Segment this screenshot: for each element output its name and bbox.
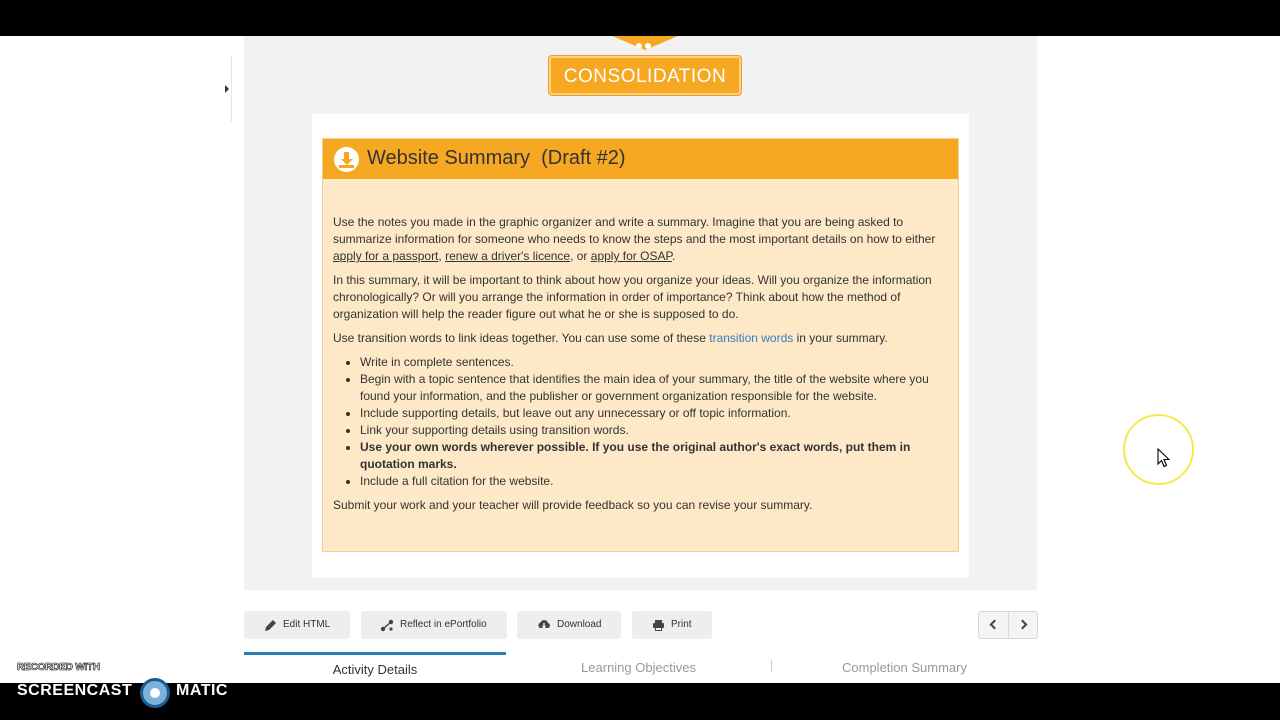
separator-text: , xyxy=(438,249,446,263)
reflect-eportfolio-button[interactable] xyxy=(361,611,507,639)
cloud-download-icon xyxy=(537,619,551,632)
instructions-paragraph-1 xyxy=(333,214,948,265)
list-item: • Write in complete sentences. xyxy=(360,354,948,371)
instructions-paragraph-2: In this summary, it will be important to think about how you organize your ideas. Will you organize the information chronologically? Or will you arrange the information in order of importance? Think about how the method of organization will help the reader figure out what he or she is supposed to do. xyxy=(333,273,932,321)
chevron-right-icon xyxy=(1018,620,1028,630)
link-renew-licence[interactable]: renew a driver's licence xyxy=(445,249,571,263)
edit-html-button[interactable] xyxy=(244,611,350,639)
print-label: Print xyxy=(671,619,692,630)
list-item: • Include a full citation for the website. xyxy=(360,473,948,490)
separator-text: , or xyxy=(570,249,591,263)
paragraph-end: in your summary. xyxy=(793,331,888,345)
list-item: • Include supporting details, but leave out any unnecessary or off topic information. xyxy=(360,405,948,422)
list-item: • Link your supporting details using transition words. xyxy=(360,422,948,439)
screencast-brand-left: SCREENCAST xyxy=(17,682,133,699)
activity-card xyxy=(312,114,969,578)
download-tray-icon xyxy=(339,165,354,168)
reflect-eportfolio-label: Reflect in ePortfolio xyxy=(400,619,487,630)
details-tabs xyxy=(244,652,1037,683)
summary-panel xyxy=(322,138,959,552)
instructions-paragraph-4: Submit your work and your teacher will provide feedback so you can revise your summary. xyxy=(333,498,813,512)
share-nodes-icon xyxy=(380,619,394,632)
paragraph-text: Use the notes you made in the graphic organizer and write a summary. Imagine that you are being asked to summarize information for someone who needs to know the steps and the most important details on how to either xyxy=(333,215,936,246)
screencastomatic-logo-icon xyxy=(140,678,170,708)
summary-header xyxy=(323,139,958,179)
list-item: • Use your own words wherever possible. If you use the original author's exact words, put them in quotation marks. xyxy=(360,439,948,473)
link-apply-passport[interactable]: apply for a passport xyxy=(333,249,439,263)
browser-viewport xyxy=(0,36,1280,683)
tab-learning-objectives[interactable]: Learning Objectives xyxy=(581,660,696,675)
download-button[interactable] xyxy=(517,611,621,639)
chevron-left-icon xyxy=(990,620,1000,630)
topic-navigation xyxy=(978,611,1038,639)
edit-html-label: Edit HTML xyxy=(283,619,331,630)
mouse-pointer-icon xyxy=(1157,448,1170,468)
instructions-paragraph-3 xyxy=(333,330,948,347)
caret-right-icon xyxy=(225,85,229,93)
pencil-icon xyxy=(264,619,277,632)
screencast-brand-right: MATIC xyxy=(176,682,228,699)
download-label: Download xyxy=(557,619,602,630)
previous-topic-button[interactable] xyxy=(979,612,1008,638)
link-apply-osap[interactable]: apply for OSAP xyxy=(590,249,672,263)
download-circle-icon xyxy=(334,147,359,172)
summary-body xyxy=(323,179,958,514)
tab-completion-summary[interactable]: Completion Summary xyxy=(842,660,967,675)
sidebar-toggle[interactable] xyxy=(224,56,232,122)
link-transition-words[interactable]: transition words xyxy=(709,331,794,345)
printer-icon xyxy=(652,619,665,632)
paragraph-end: . xyxy=(671,249,676,263)
summary-title: Website Summary (Draft #2) xyxy=(367,147,626,169)
paragraph-text: Use transition words to link ideas together. You can use some of these xyxy=(333,331,710,345)
instructions-list xyxy=(360,354,948,490)
tab-activity-details[interactable]: Activity Details xyxy=(244,652,506,683)
recorded-with-text: RECORDED WITH xyxy=(17,662,100,673)
list-item: • Begin with a topic sentence that identifies the main idea of your summary, the title of the website where you found your information, and the publisher or government organization responsible for the website. xyxy=(360,371,948,405)
next-topic-button[interactable] xyxy=(1009,612,1038,638)
consolidation-badge: CONSOLIDATION xyxy=(549,56,741,95)
print-button[interactable] xyxy=(632,611,712,639)
